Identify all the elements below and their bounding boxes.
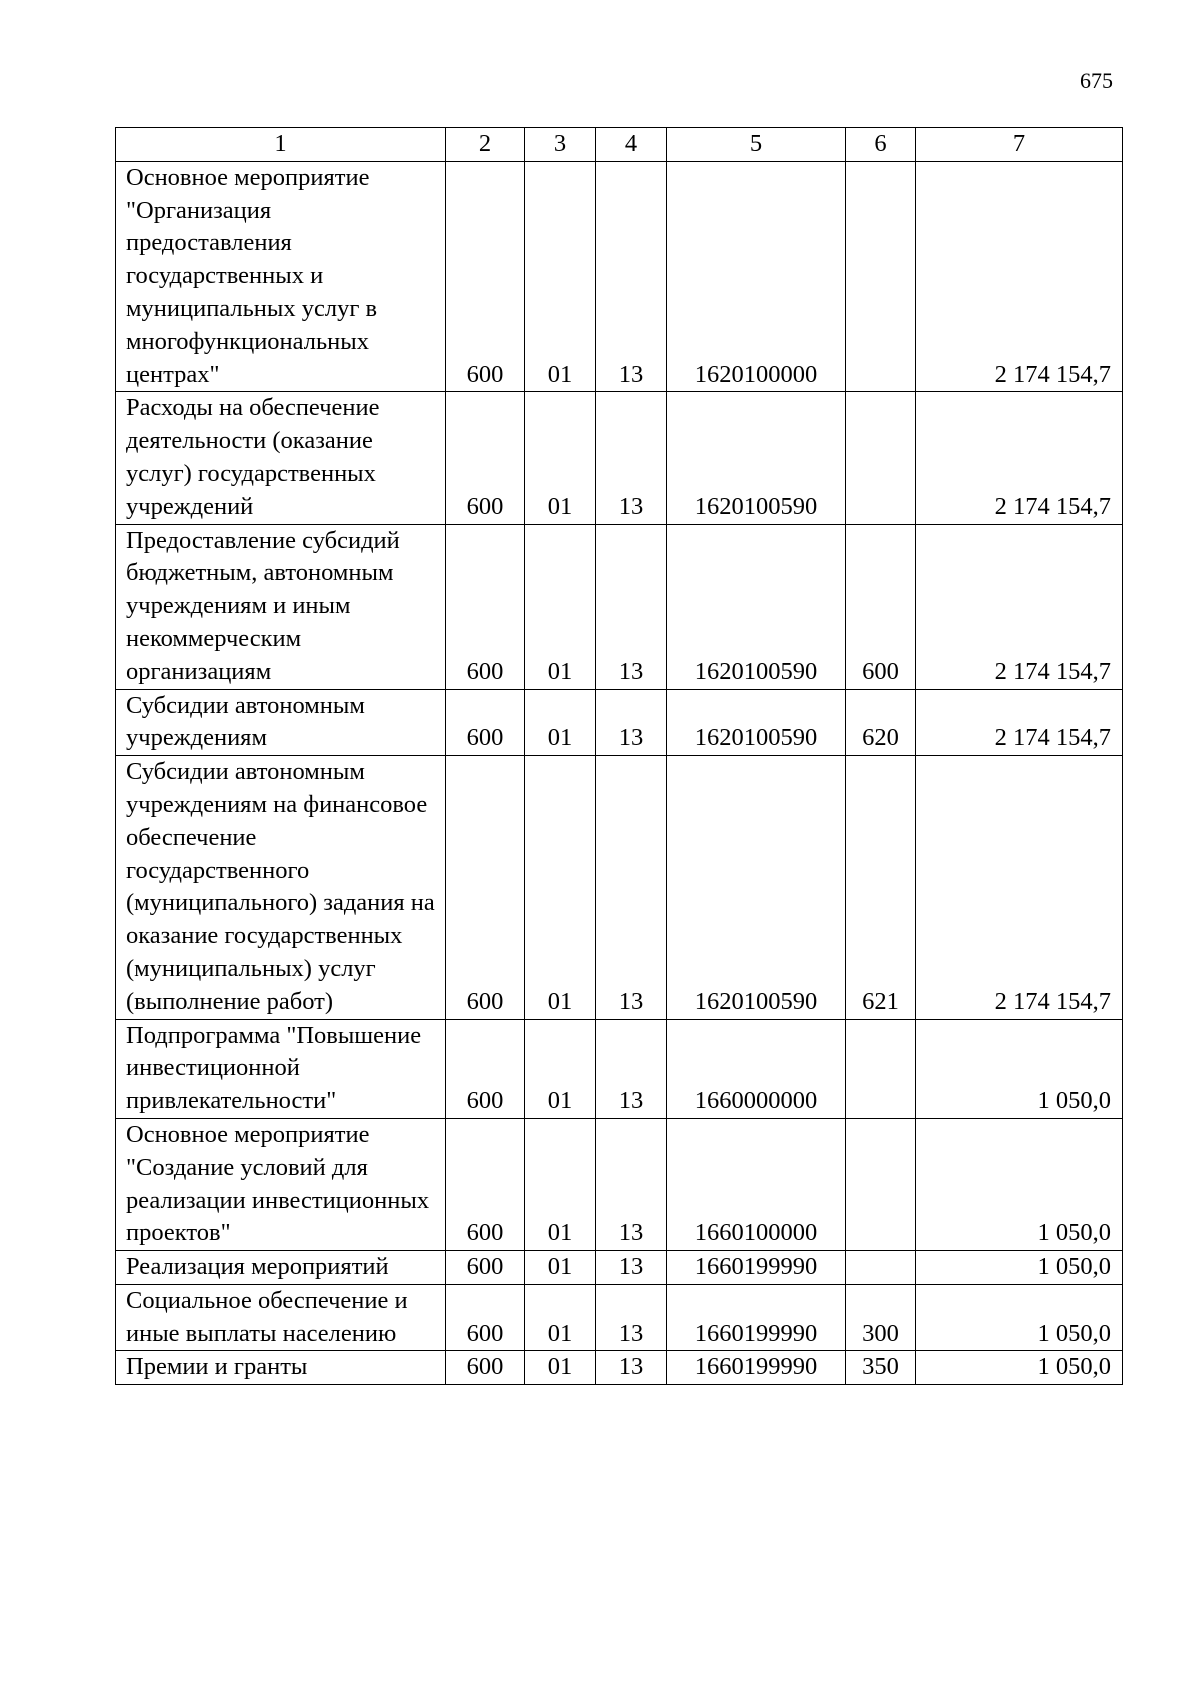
- column-header-3: 3: [525, 128, 596, 162]
- row-target-article: 1620100590: [667, 392, 846, 524]
- budget-table: [115, 127, 1123, 1385]
- row-name: Предоставление субсидий бюджетным, автономным учреждениям и иным некоммерческим организациям: [116, 524, 446, 689]
- row-name: Основное мероприятие "Создание условий для реализации инвестиционных проектов": [116, 1118, 446, 1250]
- row-ministry-code: 600: [446, 1284, 525, 1351]
- row-subsection-code: 13: [596, 1019, 667, 1118]
- row-subsection-code: 13: [596, 524, 667, 689]
- row-ministry-code: 600: [446, 1351, 525, 1385]
- row-section-code: 01: [525, 161, 596, 392]
- row-ministry-code: 600: [446, 756, 525, 1019]
- row-target-article: 1620100000: [667, 161, 846, 392]
- row-name: Социальное обеспечение и иные выплаты населению: [116, 1284, 446, 1351]
- row-subsection-code: 13: [596, 1118, 667, 1250]
- row-target-article: 1620100590: [667, 524, 846, 689]
- row-section-code: 01: [525, 392, 596, 524]
- row-name: Расходы на обеспечение деятельности (оказание услуг) государственных учреждений: [116, 392, 446, 524]
- column-header-2: 2: [446, 128, 525, 162]
- row-section-code: 01: [525, 1351, 596, 1385]
- row-section-code: 01: [525, 1118, 596, 1250]
- row-expense-type: [846, 392, 916, 524]
- row-ministry-code: 600: [446, 689, 525, 756]
- row-target-article: 1660199990: [667, 1251, 846, 1285]
- row-amount: 2 174 154,7: [916, 689, 1123, 756]
- column-header-4: 4: [596, 128, 667, 162]
- row-ministry-code: 600: [446, 161, 525, 392]
- row-amount: 1 050,0: [916, 1351, 1123, 1385]
- row-target-article: 1620100590: [667, 756, 846, 1019]
- table-row: [116, 161, 1123, 392]
- column-header-5: 5: [667, 128, 846, 162]
- table-row: [116, 1284, 1123, 1351]
- row-name: Реализация мероприятий: [116, 1251, 446, 1285]
- row-subsection-code: 13: [596, 161, 667, 392]
- row-target-article: 1620100590: [667, 689, 846, 756]
- row-name: Основное мероприятие "Организация предоставления государственных и муниципальных услуг в многофункциональных центрах": [116, 161, 446, 392]
- row-ministry-code: 600: [446, 1251, 525, 1285]
- row-expense-type: [846, 1251, 916, 1285]
- row-section-code: 01: [525, 1019, 596, 1118]
- row-amount: 1 050,0: [916, 1284, 1123, 1351]
- row-expense-type: 600: [846, 524, 916, 689]
- row-subsection-code: 13: [596, 392, 667, 524]
- table-row: [116, 392, 1123, 524]
- row-amount: 2 174 154,7: [916, 161, 1123, 392]
- column-header-7: 7: [916, 128, 1123, 162]
- row-target-article: 1660199990: [667, 1351, 846, 1385]
- row-expense-type: [846, 161, 916, 392]
- row-subsection-code: 13: [596, 689, 667, 756]
- row-expense-type: 620: [846, 689, 916, 756]
- column-header-6: 6: [846, 128, 916, 162]
- page-number: 675: [1080, 68, 1113, 93]
- table-row: [116, 524, 1123, 689]
- row-ministry-code: 600: [446, 1019, 525, 1118]
- row-subsection-code: 13: [596, 756, 667, 1019]
- row-amount: 2 174 154,7: [916, 524, 1123, 689]
- row-section-code: 01: [525, 689, 596, 756]
- row-ministry-code: 600: [446, 1118, 525, 1250]
- row-ministry-code: 600: [446, 524, 525, 689]
- row-section-code: 01: [525, 1284, 596, 1351]
- row-amount: 1 050,0: [916, 1251, 1123, 1285]
- row-amount: 2 174 154,7: [916, 392, 1123, 524]
- row-section-code: 01: [525, 1251, 596, 1285]
- row-expense-type: [846, 1118, 916, 1250]
- row-expense-type: [846, 1019, 916, 1118]
- row-expense-type: 350: [846, 1351, 916, 1385]
- row-target-article: 1660199990: [667, 1284, 846, 1351]
- row-amount: 2 174 154,7: [916, 756, 1123, 1019]
- row-subsection-code: 13: [596, 1284, 667, 1351]
- table-row: [116, 1251, 1123, 1285]
- row-subsection-code: 13: [596, 1351, 667, 1385]
- row-expense-type: 621: [846, 756, 916, 1019]
- table-row: [116, 1118, 1123, 1250]
- row-target-article: 1660000000: [667, 1019, 846, 1118]
- row-subsection-code: 13: [596, 1251, 667, 1285]
- row-target-article: 1660100000: [667, 1118, 846, 1250]
- row-name: Субсидии автономным учреждениям на финансовое обеспечение государственного (муниципального) задания на оказание государственных (муниципальных) услуг (выполнение работ): [116, 756, 446, 1019]
- row-name: Премии и гранты: [116, 1351, 446, 1385]
- row-ministry-code: 600: [446, 392, 525, 524]
- column-header-1: 1: [116, 128, 446, 162]
- row-section-code: 01: [525, 524, 596, 689]
- row-name: Субсидии автономным учреждениям: [116, 689, 446, 756]
- table-row: [116, 756, 1123, 1019]
- table-row: [116, 689, 1123, 756]
- row-expense-type: 300: [846, 1284, 916, 1351]
- row-name: Подпрограмма "Повышение инвестиционной привлекательности": [116, 1019, 446, 1118]
- row-amount: 1 050,0: [916, 1019, 1123, 1118]
- table-header-row: [116, 128, 1123, 162]
- table-row: [116, 1019, 1123, 1118]
- row-amount: 1 050,0: [916, 1118, 1123, 1250]
- table-row: [116, 1351, 1123, 1385]
- row-section-code: 01: [525, 756, 596, 1019]
